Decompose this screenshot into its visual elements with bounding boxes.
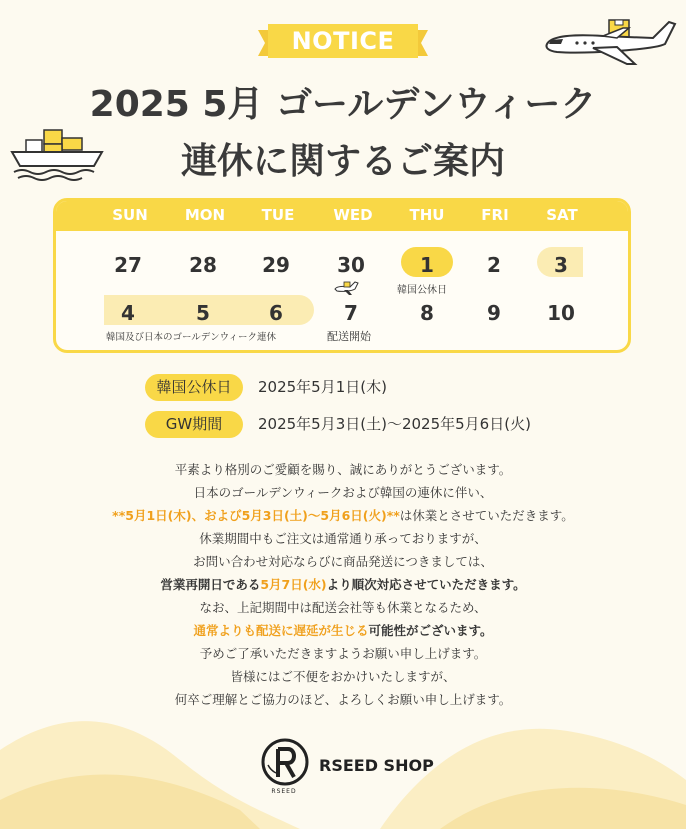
gw-period-tag: GW期間 [145, 411, 243, 438]
body-line: 皆様にはご不便をおかけいたしますが、 [230, 669, 456, 684]
calendar [53, 198, 631, 353]
korea-holiday-tag: 韓国公休日 [145, 374, 243, 401]
calendar-day: 6 [269, 301, 283, 325]
page-title-line2: 連休に関するご案内 [180, 141, 505, 182]
calendar-day: 5 [196, 301, 210, 325]
korea-holiday-note: 韓国公休日 [397, 285, 447, 296]
calendar-day: 10 [547, 301, 575, 325]
calendar-day: 8 [420, 301, 434, 325]
weekday-sat: SAT [546, 206, 578, 224]
body-line: 営業再開日である5月7日(水)より順次対応させていただきます。 [160, 577, 526, 592]
body-line: 予めご了承いただきますようお願い申し上げます。 [199, 646, 487, 661]
weekday-fri: FRI [481, 206, 509, 224]
weekday-sun: SUN [112, 206, 148, 224]
page-title-line1: 2025 5月 ゴールデンウィーク [89, 84, 597, 125]
weekday-wed: WED [333, 206, 373, 224]
delivery-plane-icon [334, 281, 360, 297]
weekday-thu: THU [409, 206, 445, 224]
cargo-plane-icon [543, 14, 678, 74]
resume-date-highlight: 5月7日(水) [260, 577, 327, 592]
calendar-day: 2 [487, 253, 501, 277]
body-line: 日本のゴールデンウィークおよび韓国の連休に伴い、 [193, 485, 493, 500]
brand-name: RSEED SHOP [319, 756, 434, 775]
body-line: お問い合わせ対応ならびに商品発送につきましては、 [193, 554, 493, 569]
gw-holiday-note: 韓国及び日本のゴールデンウィーク連休 [106, 332, 277, 343]
weekday-mon: MON [184, 206, 226, 224]
shipping-start-note: 配送開始 [327, 330, 371, 343]
calendar-day: 28 [189, 253, 217, 277]
body-line: **5月1日(木)、および5月3日(土)〜5月6日(火)**は休業とさせていただきます。 [112, 508, 574, 523]
body-line: なお、上記期間中は配送会社等も休業となるため、 [199, 600, 487, 615]
korea-holiday-date: 2025年5月1日(木) [258, 378, 387, 396]
body-line: 何卒ご理解とご協力のほど、よろしくお願い申し上げます。 [174, 692, 512, 707]
calendar-day: 4 [121, 301, 135, 325]
body-line: 通常よりも配送に遅延が生じる可能性がございます。 [193, 623, 493, 638]
calendar-day: 30 [337, 253, 365, 277]
calendar-header [56, 201, 628, 231]
calendar-day: 3 [554, 253, 568, 277]
body-line: 平素より格別のご愛顧を賜り、誠にありがとうございます。 [174, 462, 512, 477]
r-seed-logo-icon [258, 737, 312, 791]
notice-banner [258, 22, 428, 60]
calendar-day: 7 [344, 301, 358, 325]
calendar-day: 9 [487, 301, 501, 325]
gw-period-dates: 2025年5月3日(土)〜2025年5月6日(火) [258, 415, 531, 433]
logo-text: RSEED [271, 788, 297, 795]
banner-label: NOTICE [291, 27, 395, 55]
calendar-day: 27 [114, 253, 142, 277]
closure-dates-highlight: **5月1日(木)、および5月3日(土)〜5月6日(火)** [112, 508, 400, 523]
delay-warning-highlight: 通常よりも配送に遅延が生じる [193, 623, 369, 638]
notice-body [0, 458, 686, 711]
calendar-day: 29 [262, 253, 290, 277]
weekday-tue: TUE [261, 206, 295, 224]
calendar-day: 1 [420, 253, 434, 277]
body-line: 休業期間中もご注文は通常通り承っておりますが、 [199, 531, 487, 546]
